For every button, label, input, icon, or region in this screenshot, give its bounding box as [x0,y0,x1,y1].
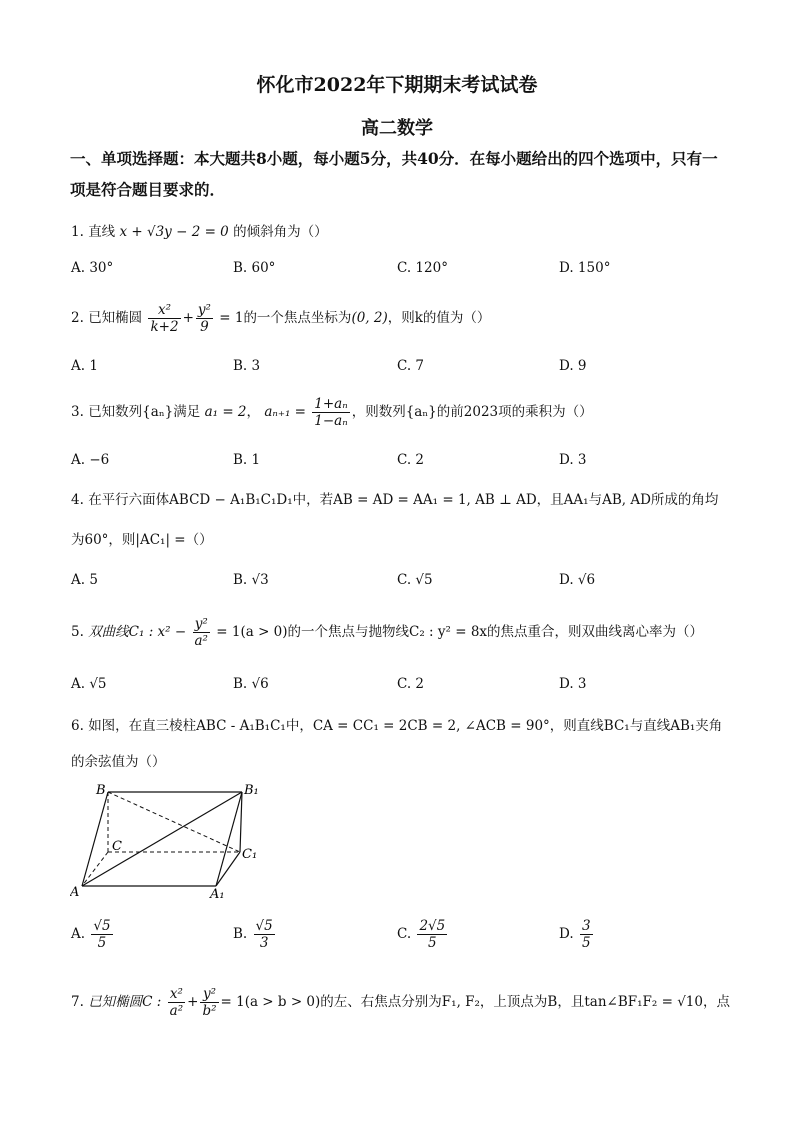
option-a: A. −6 [71,452,110,468]
options-3 [71,452,731,474]
line-a-b1 [82,792,242,886]
options-6 [71,918,731,958]
numerator: y² [193,616,210,633]
question-text: 直线 [88,224,116,240]
numerator: √5 [93,918,111,934]
question-number: 5. [71,624,84,640]
option-c: C. 2 [397,676,425,692]
denominator: 5 [428,935,437,951]
question-number: 7. [71,994,84,1010]
fraction [168,986,185,1019]
denominator: b² [202,1003,217,1019]
question-6 [71,716,731,736]
fraction [200,986,218,1019]
question-text: = 1(a > b > 0)的左、右焦点分别为F₁, F₂，上顶点为B，且tan∠BF₁F₂ = √10，点 [220,994,730,1010]
numerator: x² [148,302,180,319]
denominator: a² [169,1003,184,1019]
option-c: C. √5 [397,572,433,588]
fraction [148,302,180,335]
question-4 [71,490,731,510]
denominator: 3 [259,935,269,951]
option-letter: A. [71,926,86,942]
option-b: B. √3 [233,572,269,588]
denominator: k+2 [150,319,179,335]
option-c: C. 120° [397,260,448,276]
numerator: x² [168,986,185,1003]
option-a: A. √5 [71,676,107,692]
denominator: 5 [581,935,591,951]
prism-figure [70,780,270,900]
edge-b1-c1 [240,792,242,852]
fraction [196,302,213,335]
option-b: B. √6 [233,676,269,692]
options-4 [71,572,731,594]
question-text: 的余弦值为（） [71,754,166,770]
edge-a1-b1 [216,792,242,886]
option-letter: B. [233,926,248,942]
label-b: B [96,783,106,798]
fraction [254,918,275,951]
fraction [312,396,349,429]
question-5 [71,616,731,649]
option-d [559,918,595,951]
question-text: = 1(a > 0)的一个焦点与抛物线C₂ : y² = 8x的焦点重合，则双曲线离心率为（） [216,624,704,640]
option-b: B. 60° [233,260,276,276]
option-letter: C. [397,926,412,942]
label-a: A [70,885,80,900]
label-c: C [112,839,122,854]
options-2 [71,358,731,380]
option-b: B. 1 [233,452,261,468]
math-expression: (0, 2) [351,310,388,326]
option-a: A. 5 [71,572,98,588]
denominator: 5 [97,935,107,951]
question-text: 已知椭圆 [88,310,143,326]
label-c1: C₁ [242,847,258,862]
option-c [397,918,449,951]
question-text: ， [246,404,261,420]
question-text: 的倾斜角为（） [233,224,328,240]
question-text: 如图，在直三棱柱ABC - A₁B₁C₁中，CA = CC₁ = 2CB = 2, ∠ACB = 90°，则直线BC₁与直线AB₁夹角 [88,718,723,734]
question-text: 在平行六面体ABCD − A₁B₁C₁D₁中，若AB = AD = AA₁ = 1, AB ⊥ AD，且AA₁与AB, AD所成的角均 [88,492,719,508]
line-b-c1 [108,792,240,852]
math-expression: x + √3y − 2 = 0 [119,224,229,240]
math-expression: 双曲线C₁ : x² − [88,624,187,640]
math-expression: a₁ = 2 [204,404,247,420]
option-letter: D. [559,926,574,942]
question-number: 2. [71,310,84,326]
edge-a-b [82,792,108,886]
denominator: a² [194,633,208,649]
option-d: D. 3 [559,676,587,692]
option-a: A. 30° [71,260,114,276]
question-6-line-2 [71,752,731,772]
options-5 [71,676,731,698]
question-1 [71,222,731,242]
numerator: y² [200,986,218,1003]
option-b [233,918,277,951]
option-c: C. 7 [397,358,425,374]
question-4-line-2 [71,530,731,550]
denominator: 9 [200,319,209,335]
option-c: C. 2 [397,452,425,468]
question-number: 4. [71,492,84,508]
fraction [193,616,210,649]
numerator: 2√5 [419,918,446,934]
math-expression: 已知椭圆C : [88,994,162,1010]
question-text: 已知数列{aₙ}满足 [88,404,201,420]
question-7: 7. 已知椭圆C : $\frac{\text{x²}}{\text{a²}}$ + $\frac{\text{y²}}{\text{b²}}$ = 1(a > b > 0)的左、右焦点分别为F₁, F₂，上顶点为B，且tan∠BF₁F₂ = √10，点 [71,986,730,1019]
edge-c1-a1 [216,852,240,886]
numerator: √5 [255,918,273,934]
edge-c-a [82,852,108,886]
option-d: D. √6 [559,572,596,588]
question-number: 6. [71,718,84,734]
question-2: 2. 已知椭圆 $\frac{\text{x²}}{k+2}$ + $\frac{\text{y²}}{9}$ = 1的一个焦点坐标为(0, 2)，则k的值为（） [71,302,491,335]
option-a [71,918,115,951]
numerator: 3 [581,918,591,934]
question-text: ，则数列{aₙ}的前2023项的乘积为（） [351,404,593,420]
option-d: D. 3 [559,452,587,468]
question-text: ，则k的值为（） [387,310,491,326]
exam-title: 怀化市2022年下期期末考试试卷 [256,74,538,96]
math-expression: = 1 [219,310,244,326]
question-text: 的一个焦点坐标为 [243,310,352,326]
option-d: D. 150° [559,260,611,276]
question-number: 1. [71,224,84,240]
question-text: 为60°，则|AC₁| =（） [71,532,213,548]
option-d: D. 9 [559,358,587,374]
math-expression: aₙ₊₁ = [264,404,306,420]
fraction [580,918,593,951]
option-a: A. 1 [71,358,98,374]
fraction [417,918,447,951]
label-b1: B₁ [244,783,259,798]
question-number: 3. [71,404,84,420]
option-b: B. 3 [233,358,261,374]
section-heading: 一、单项选择题：本大题共8小题，每小题5分，共40分．在每小题给出的四个选项中，只有一项是符合题目要求的． [70,149,718,199]
numerator: 1+aₙ [314,396,348,412]
numerator: y² [197,302,211,318]
fraction [91,918,112,951]
label-a1: A₁ [210,887,225,900]
denominator: 1−aₙ [314,413,348,429]
exam-subject: 高二数学 [361,118,433,139]
options-1 [71,260,731,282]
question-3 [71,396,731,429]
